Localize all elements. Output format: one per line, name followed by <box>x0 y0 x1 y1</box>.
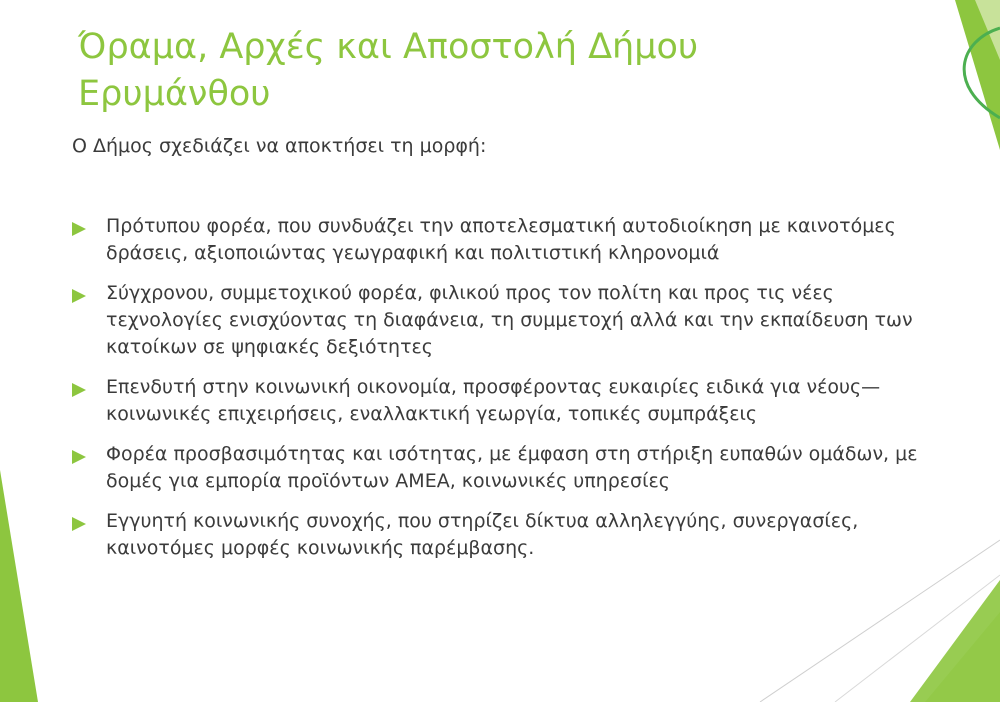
bullet-item <box>72 374 952 428</box>
bullet-text: Πρότυπου φορέα, που συνδυάζει την αποτελεσματική αυτοδιοίκηση με καινοτόμες δράσεις, αξιοποιώντας γεωγραφική και πολιτιστική κληρονομιά <box>106 215 896 264</box>
bullet-item <box>72 213 952 267</box>
bottom-right-green-shape <box>910 580 1000 702</box>
bullet-text: Επενδυτή στην κοινωνική οικονομία, προσφέροντας ευκαιρίες ειδικά για νέους—κοινωνικές επιχειρήσεις, εναλλακτική γεωργία, τοπικές συμπράξεις <box>106 376 881 425</box>
intro-text: Ο Δήμος σχεδιάζει να αποκτήσει τη μορφή: <box>72 135 487 157</box>
bullet-item <box>72 441 952 495</box>
bullet-item <box>72 508 952 562</box>
bullet-text: Σύγχρονου, συμμετοχικού φορέα, φιλικού προς τον πολίτη και προς τις νέες τεχνολογίες ενισχύοντας τη διαφάνεια, τη συμμετοχή αλλά και την εκπαίδευση των κατοίκων σε ψηφιακές δεξιότητες <box>106 282 913 358</box>
triangle-bullet-icon <box>72 222 86 236</box>
bullet-list <box>72 213 952 575</box>
triangle-bullet-icon <box>72 517 86 531</box>
triangle-bullet-icon <box>72 289 86 303</box>
triangle-bullet-icon <box>72 383 86 397</box>
slide-title: Όραμα, Αρχές και Αποστολή Δήμου Ερυμάνθου <box>78 27 699 114</box>
bullet-item <box>72 280 952 361</box>
left-green-shape <box>0 470 38 702</box>
bullet-text: Εγγυητή κοινωνικής συνοχής, που στηρίζει δίκτυα αλληλεγγύης, συνεργασίες, καινοτόμες μορφές κοινωνικής παρέμβασης. <box>106 510 859 559</box>
bullet-text: Φορέα προσβασιμότητας και ισότητας, με έμφαση στη στήριξη ευπαθών ομάδων, με δομές για εμπορία προϊόντων ΑΜΕΑ, κοινωνικές υπηρεσίες <box>106 443 918 492</box>
triangle-bullet-icon <box>72 450 86 464</box>
